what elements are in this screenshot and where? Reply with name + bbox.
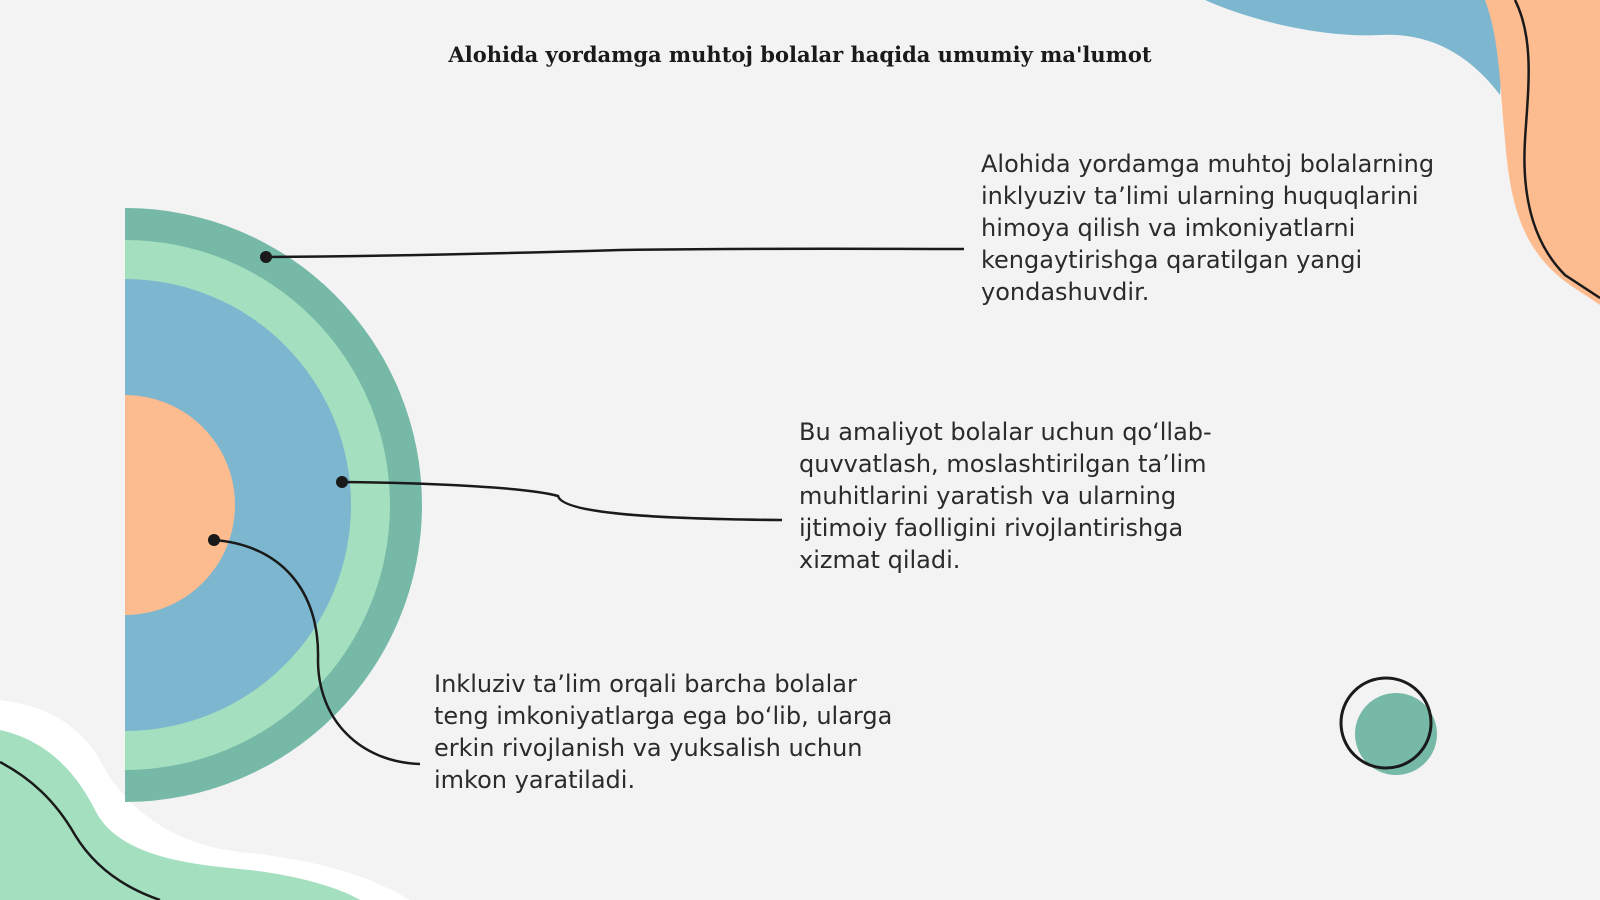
core-circle xyxy=(15,395,235,615)
callout-text-equality: Inkluziv ta’lim orqali barcha bolalar teng imkoniyatlarga ega bo‘lib, ularga erkin rivojlanish va yuksalish uchun imkon yaratiladi. xyxy=(434,670,893,794)
page-title: Alohida yordamga muhtoj bolalar haqida umumiy ma'lumot xyxy=(448,42,1152,67)
connector-dot-3 xyxy=(208,534,220,546)
connector-line-1 xyxy=(266,249,964,257)
connector-dot-2 xyxy=(336,476,348,488)
connector-dot-1 xyxy=(260,251,272,263)
peach-blob-top-right xyxy=(1485,0,1600,305)
callout-text-rights: Alohida yordamga muhtoj bolalarning inklyuziv ta’limi ularning huquqlarini himoya qilish va imkoniyatlarni kengaytirishga qaratilgan yangi yondashuvdir. xyxy=(981,150,1435,306)
callout-text-support: Bu amaliyot bolalar uchun qo‘llab-quvvatlash, moslashtirilgan ta’lim muhitlarini yaratish va ularning ijtimoiy faolligini rivojlantirishga xizmat qiladi. xyxy=(799,418,1212,574)
